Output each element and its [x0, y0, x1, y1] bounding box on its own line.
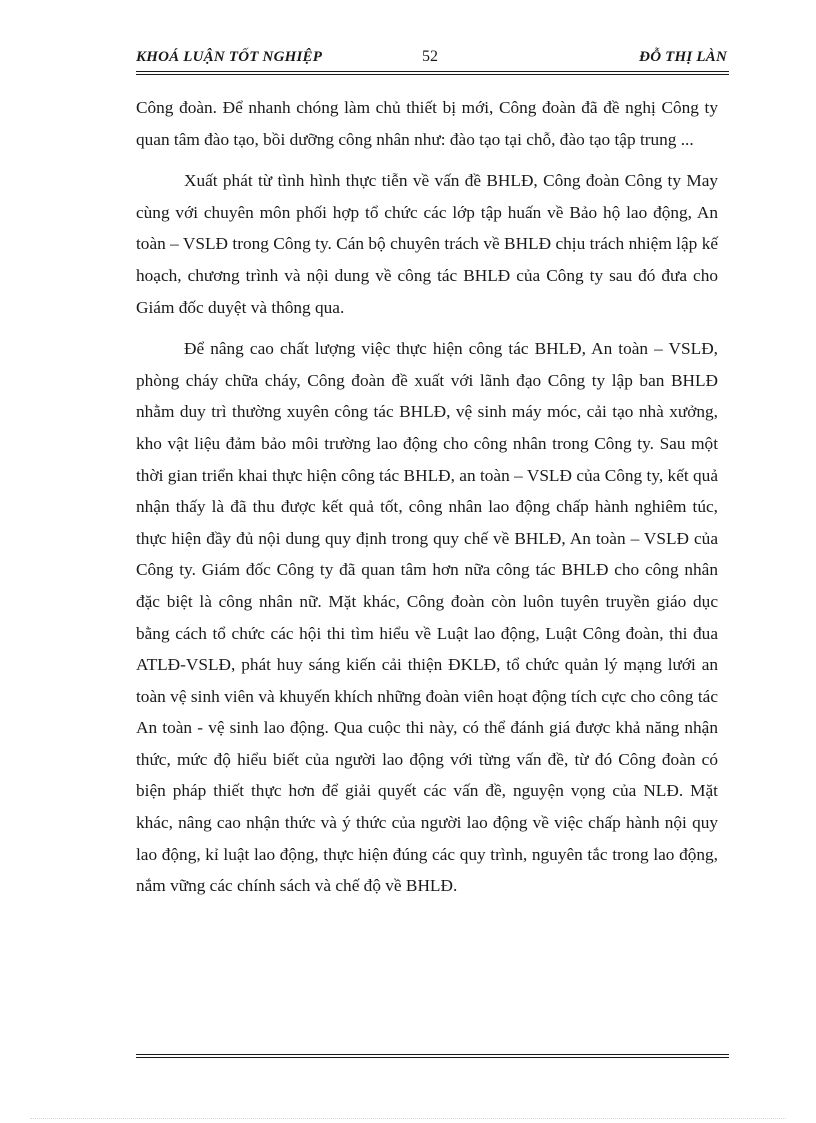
header-author-name: ĐỖ THỊ LÀN: [639, 49, 727, 65]
header-double-rule: [136, 71, 729, 75]
paragraph-quality: Để nâng cao chất lượng việc thực hiện công tác BHLĐ, An toàn – VSLĐ, phòng cháy chữa cháy, Công đoàn đề xuất với lãnh đạo Công ty lập ban BHLĐ nhằm duy trì thường xuyên công tác BHLĐ, vệ sinh máy móc, cải tạo nhà xưởng, kho vật liệu đảm bảo môi trường lao động cho công nhân trong Công ty. Sau một thời gian triển khai thực hiện công tác BHLĐ, an toàn – VSLĐ của Công ty, kết quả nhận thấy là đã thu được kết quả tốt, công nhân lao động chấp hành nghiêm túc, thực hiện đầy đủ nội dung quy định trong quy chế về BHLĐ, An toàn – VSLĐ của Công ty. Giám đốc Công ty đã quan tâm hơn nữa công tác BHLĐ cho công nhân đặc biệt là công nhân nữ. Mặt khác, Công đoàn còn luôn tuyên truyền giáo dục bằng cách tổ chức các hội thi tìm hiểu về Luật lao động, Luật Công đoàn, thi đua ATLĐ-VSLĐ, phát huy sáng kiến cải thiện ĐKLĐ, tổ chức quản lý mạng lưới an toàn vệ sinh viên và khuyến khích những đoàn viên hoạt động tích cực cho công tác An toàn - vệ sinh lao động. Qua cuộc thi này, có thể đánh giá được khả năng nhận thức, mức độ hiểu biết của người lao động với từng vấn đề, từ đó Công đoàn có biện pháp thiết thực hơn để giải quyết các vấn đề, nguyện vọng của NLĐ. Mặt khác, nâng cao nhận thức và ý thức của người lao động về việc chấp hành nội quy lao động, kỉ luật lao động, thực hiện đúng các quy trình, nguyên tắc trong lao động, nắm vững các chính sách và chế độ về BHLĐ.: [136, 339, 718, 896]
page-header: [136, 46, 729, 72]
paragraph-continuation: Công đoàn. Để nhanh chóng làm chủ thiết bị mới, Công đoàn đã đề nghị Công ty quan tâm đào tạo, bồi dưỡng công nhân như: đào tạo tại chỗ, đào tạo tập trung ...: [136, 98, 718, 149]
header-thesis-title: KHOÁ LUẬN TỐT NGHIỆP: [136, 49, 323, 65]
header-page-number: 52: [422, 48, 438, 65]
page-bottom-dotted-line: [30, 1118, 786, 1119]
paragraph-training: Xuất phát từ tình hình thực tiễn về vấn đề BHLĐ, Công đoàn Công ty May cùng với chuyên môn phối hợp tổ chức các lớp tập huấn về Bảo hộ lao động, An toàn – VSLĐ trong Công ty. Cán bộ chuyên trách về BHLĐ chịu trách nhiệm lập kế hoạch, chương trình và nội dung về công tác BHLĐ của Công ty sau đó đưa cho Giám đốc duyệt và thông qua.: [136, 171, 718, 317]
footer-double-rule: [136, 1054, 729, 1058]
body-text: [136, 92, 718, 912]
